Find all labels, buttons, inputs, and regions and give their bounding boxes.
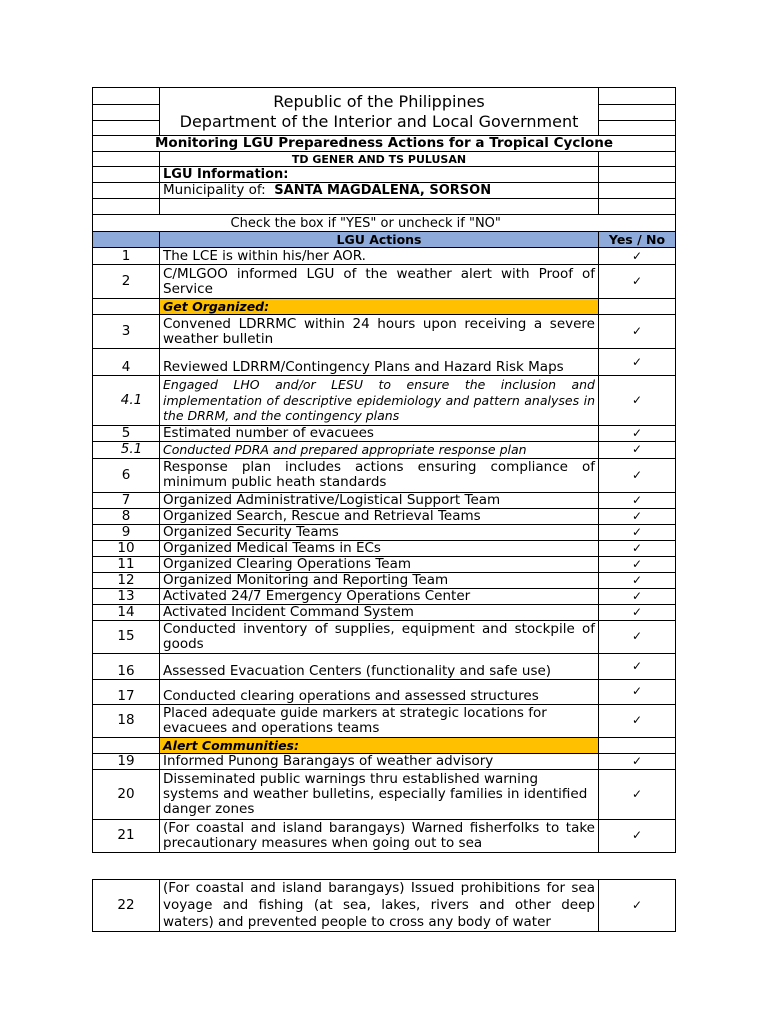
action-text: Reviewed LDRRM/Contingency Plans and Hazard Risk Maps <box>160 349 599 376</box>
blank-cell <box>599 88 676 105</box>
blank-cell <box>93 152 160 167</box>
row-number: 21 <box>93 819 160 852</box>
action-text: Disseminated public warnings thru established warning systems and weather bulletins, especially families in identified danger zones <box>160 769 599 819</box>
municipality-row <box>160 183 599 199</box>
blank-cell <box>599 199 676 215</box>
action-text: The LCE is within his/her AOR. <box>160 248 599 265</box>
header-blank <box>93 232 160 248</box>
check-mark-icon[interactable]: ✓ <box>599 753 676 769</box>
blank-cell <box>93 88 160 105</box>
lgu-info-label: LGU Information: <box>160 167 599 183</box>
republic-line: Republic of the Philippines <box>273 92 485 111</box>
action-text: Organized Search, Rescue and Retrieval Teams <box>160 508 599 524</box>
row-number: 8 <box>93 508 160 524</box>
action-text: Activated 24/7 Emergency Operations Center <box>160 588 599 604</box>
action-text: Convened LDRRMC within 24 hours upon receiving a severe weather bulletin <box>160 315 599 349</box>
blank-cell <box>93 199 160 215</box>
blank-cell <box>93 121 160 136</box>
check-mark-icon[interactable]: ✓ <box>599 442 676 459</box>
row-number: 5 <box>93 426 160 442</box>
section-alert-communities: Alert Communities: <box>160 737 599 753</box>
section-get-organized: Get Organized: <box>160 299 599 315</box>
action-text: Estimated number of evacuees <box>160 426 599 442</box>
check-mark-icon[interactable]: ✓ <box>599 508 676 524</box>
department-line: Department of the Interior and Local Government <box>179 111 579 131</box>
preparedness-table <box>92 87 676 853</box>
blank-cell <box>599 183 676 199</box>
action-text: Activated Incident Command System <box>160 604 599 620</box>
check-mark-icon[interactable]: ✓ <box>599 426 676 442</box>
blank-cell <box>599 105 676 121</box>
check-mark-icon[interactable]: ✓ <box>599 704 676 737</box>
check-mark-icon[interactable]: ✓ <box>599 540 676 556</box>
check-mark-icon[interactable]: ✓ <box>599 376 676 426</box>
yes-no-header: Yes / No <box>599 232 676 248</box>
check-mark-icon[interactable]: ✓ <box>599 819 676 852</box>
action-text: Response plan includes actions ensuring compliance of minimum public heath standards <box>160 458 599 492</box>
blank-cell <box>160 199 599 215</box>
action-text: Organized Administrative/Logistical Support Team <box>160 492 599 508</box>
check-mark-icon[interactable]: ✓ <box>599 265 676 299</box>
check-mark-icon[interactable]: ✓ <box>599 679 676 704</box>
preparedness-table-continued <box>92 879 676 932</box>
row-number: 5.1 <box>93 442 160 459</box>
row-number: 20 <box>93 769 160 819</box>
row-number: 12 <box>93 572 160 588</box>
blank-cell <box>599 152 676 167</box>
blank-cell <box>599 299 676 315</box>
blank-cell <box>93 183 160 199</box>
action-text: Organized Medical Teams in ECs <box>160 540 599 556</box>
blank-cell <box>93 215 160 232</box>
municipality-label: Municipality of: <box>163 182 266 198</box>
check-mark-icon[interactable]: ✓ <box>599 349 676 376</box>
row-number: 16 <box>93 653 160 679</box>
blank-cell <box>599 121 676 136</box>
blank-cell <box>93 167 160 183</box>
action-text: (For coastal and island barangays) Warned fisherfolks to take precautionary measures when going out to sea <box>160 819 599 852</box>
action-text: Engaged LHO and/or LESU to ensure the inclusion and implementation of descriptive epidemiology and pattern analyses in the DRRM, and the contingency plans <box>160 376 599 426</box>
row-number: 1 <box>93 248 160 265</box>
blank-cell <box>93 737 160 753</box>
check-mark-icon[interactable]: ✓ <box>599 588 676 604</box>
row-number: 7 <box>93 492 160 508</box>
check-mark-icon[interactable]: ✓ <box>599 492 676 508</box>
check-mark-icon[interactable]: ✓ <box>599 315 676 349</box>
row-number: 10 <box>93 540 160 556</box>
check-mark-icon[interactable]: ✓ <box>599 458 676 492</box>
row-number: 2 <box>93 265 160 299</box>
row-number: 15 <box>93 620 160 653</box>
row-number: 17 <box>93 679 160 704</box>
row-number: 11 <box>93 556 160 572</box>
action-text: Assessed Evacuation Centers (functionality and safe use) <box>160 653 599 679</box>
agency-header <box>160 88 599 136</box>
check-mark-icon[interactable]: ✓ <box>599 248 676 265</box>
row-number: 22 <box>93 880 160 932</box>
action-text: Placed adequate guide markers at strategic locations for evacuees and operations teams <box>160 704 599 737</box>
action-text: (For coastal and island barangays) Issued prohibitions for sea voyage and fishing (at sea, lakes, rivers and other deep waters) and prevented people to cross any body of water <box>160 880 599 932</box>
row-number: 18 <box>93 704 160 737</box>
row-number: 9 <box>93 524 160 540</box>
action-text: Conducted clearing operations and assessed structures <box>160 679 599 704</box>
action-text: C/MLGOO informed LGU of the weather alert with Proof of Service <box>160 265 599 299</box>
row-number: 4.1 <box>93 376 160 426</box>
check-mark-icon[interactable]: ✓ <box>599 880 676 932</box>
action-text: Conducted PDRA and prepared appropriate response plan <box>160 442 599 459</box>
blank-cell <box>93 299 160 315</box>
action-text: Informed Punong Barangays of weather advisory <box>160 753 599 769</box>
blank-cell <box>599 737 676 753</box>
action-text: Conducted inventory of supplies, equipment and stockpile of goods <box>160 620 599 653</box>
action-text: Organized Clearing Operations Team <box>160 556 599 572</box>
document-title: Monitoring LGU Preparedness Actions for a Tropical Cyclone <box>93 136 676 152</box>
instruction-text: Check the box if "YES" or uncheck if "NO" <box>160 215 676 232</box>
storm-names: TD GENER AND TS PULUSAN <box>160 152 599 167</box>
check-mark-icon[interactable]: ✓ <box>599 524 676 540</box>
check-mark-icon[interactable]: ✓ <box>599 604 676 620</box>
check-mark-icon[interactable]: ✓ <box>599 620 676 653</box>
check-mark-icon[interactable]: ✓ <box>599 769 676 819</box>
lgu-actions-header: LGU Actions <box>160 232 599 248</box>
row-number: 6 <box>93 458 160 492</box>
row-number: 14 <box>93 604 160 620</box>
blank-cell <box>599 167 676 183</box>
action-text: Organized Security Teams <box>160 524 599 540</box>
row-number: 19 <box>93 753 160 769</box>
check-mark-icon[interactable]: ✓ <box>599 653 676 679</box>
row-number: 13 <box>93 588 160 604</box>
check-mark-icon[interactable]: ✓ <box>599 556 676 572</box>
row-number: 4 <box>93 349 160 376</box>
blank-cell <box>93 105 160 121</box>
municipality-value: SANTA MAGDALENA, SORSON <box>274 183 492 198</box>
check-mark-icon[interactable]: ✓ <box>599 572 676 588</box>
row-number: 3 <box>93 315 160 349</box>
action-text: Organized Monitoring and Reporting Team <box>160 572 599 588</box>
